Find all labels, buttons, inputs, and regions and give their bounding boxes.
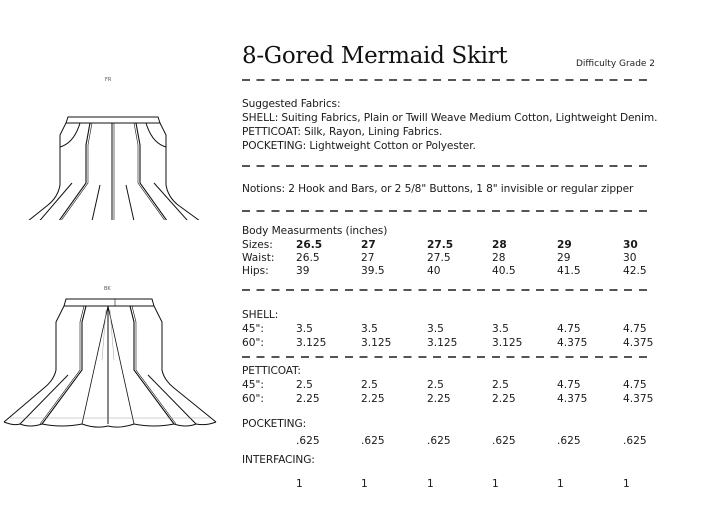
divider	[242, 79, 652, 81]
interfacing-heading: INTERFACING:	[242, 454, 315, 466]
yardage-value: 2.5	[492, 379, 509, 391]
hips-value: 40.5	[492, 265, 516, 277]
skirt-back-illustration	[0, 290, 230, 430]
yardage-value: 2.25	[361, 393, 385, 405]
yardage-value: 2.25	[427, 393, 451, 405]
size-value: 26.5	[296, 239, 323, 251]
size-value: 30	[623, 239, 638, 251]
waist-value: 27	[361, 252, 375, 264]
hips-value: 42.5	[623, 265, 647, 277]
back-view-label: BK	[104, 286, 111, 292]
fabrics-petticoat: PETTICOAT: Silk, Rayon, Lining Fabrics.	[242, 126, 443, 138]
front-view-label: FR	[105, 77, 112, 83]
waist-value: 29	[557, 252, 571, 264]
hips-value: 39	[296, 265, 310, 277]
divider	[242, 356, 652, 358]
yardage-value: 4.75	[557, 323, 581, 335]
fabrics-pocketing: POCKETING: Lightweight Cotton or Polyester.	[242, 140, 476, 152]
size-value: 27	[361, 239, 376, 251]
yardage-value: 3.5	[361, 323, 378, 335]
size-value: 28	[492, 239, 507, 251]
yardage-value: .625	[557, 435, 581, 447]
fabrics-heading: Suggested Fabrics:	[242, 98, 341, 110]
yardage-value: 3.125	[492, 337, 523, 349]
yardage-value: .625	[427, 435, 451, 447]
yardage-value: 1	[557, 478, 564, 490]
notions: Notions: 2 Hook and Bars, or 2 5/8" Buttons, 1 8" invisible or regular zipper	[242, 183, 634, 195]
yardage-value: 1	[361, 478, 368, 490]
shell-heading: SHELL:	[242, 309, 279, 321]
yardage-value: 4.375	[557, 337, 588, 349]
waist-value: 28	[492, 252, 506, 264]
size-value: 27.5	[427, 239, 454, 251]
divider	[242, 210, 652, 212]
pocketing-heading: POCKETING:	[242, 418, 307, 430]
yardage-value: 1	[296, 478, 303, 490]
size-value: 29	[557, 239, 572, 251]
width-45-label: 45":	[242, 379, 264, 391]
page-title: 8-Gored Mermaid Skirt	[242, 43, 508, 69]
yardage-value: 2.25	[296, 393, 320, 405]
hips-value: 41.5	[557, 265, 581, 277]
yardage-value: 4.375	[623, 337, 654, 349]
yardage-value: 4.75	[623, 323, 647, 335]
yardage-value: .625	[492, 435, 516, 447]
waist-label: Waist:	[242, 252, 275, 264]
yardage-value: 2.5	[361, 379, 378, 391]
yardage-value: 3.125	[296, 337, 327, 349]
yardage-value: 4.375	[623, 393, 654, 405]
yardage-value: 3.5	[492, 323, 509, 335]
yardage-value: 3.125	[427, 337, 458, 349]
divider	[242, 165, 652, 167]
yardage-value: 4.75	[623, 379, 647, 391]
waist-value: 26.5	[296, 252, 320, 264]
waist-value: 30	[623, 252, 637, 264]
sizes-label: Sizes:	[242, 239, 273, 251]
body-measurements-heading: Body Measurments (inches)	[242, 225, 388, 237]
yardage-value: 1	[623, 478, 630, 490]
difficulty-grade: Difficulty Grade 2	[576, 59, 656, 69]
yardage-value: 3.5	[296, 323, 313, 335]
yardage-value: 2.25	[492, 393, 516, 405]
yardage-value: 1	[492, 478, 499, 490]
hips-value: 40	[427, 265, 441, 277]
yardage-value: .625	[361, 435, 385, 447]
width-45-label: 45":	[242, 323, 264, 335]
yardage-value: 2.5	[296, 379, 313, 391]
skirt-front-illustration	[0, 85, 230, 220]
width-60-label: 60":	[242, 337, 264, 349]
yardage-value: 1	[427, 478, 434, 490]
yardage-value: .625	[623, 435, 647, 447]
yardage-value: 4.375	[557, 393, 588, 405]
yardage-value: 2.5	[427, 379, 444, 391]
width-60-label: 60":	[242, 393, 264, 405]
hips-value: 39.5	[361, 265, 385, 277]
petticoat-heading: PETTICOAT:	[242, 365, 301, 377]
divider	[242, 289, 652, 291]
waist-value: 27.5	[427, 252, 451, 264]
fabrics-shell: SHELL: Suiting Fabrics, Plain or Twill Weave Medium Cotton, Lightweight Denim.	[242, 112, 658, 124]
hips-label: Hips:	[242, 265, 269, 277]
yardage-value: 4.75	[557, 379, 581, 391]
yardage-value: 3.5	[427, 323, 444, 335]
yardage-value: .625	[296, 435, 320, 447]
yardage-value: 3.125	[361, 337, 392, 349]
